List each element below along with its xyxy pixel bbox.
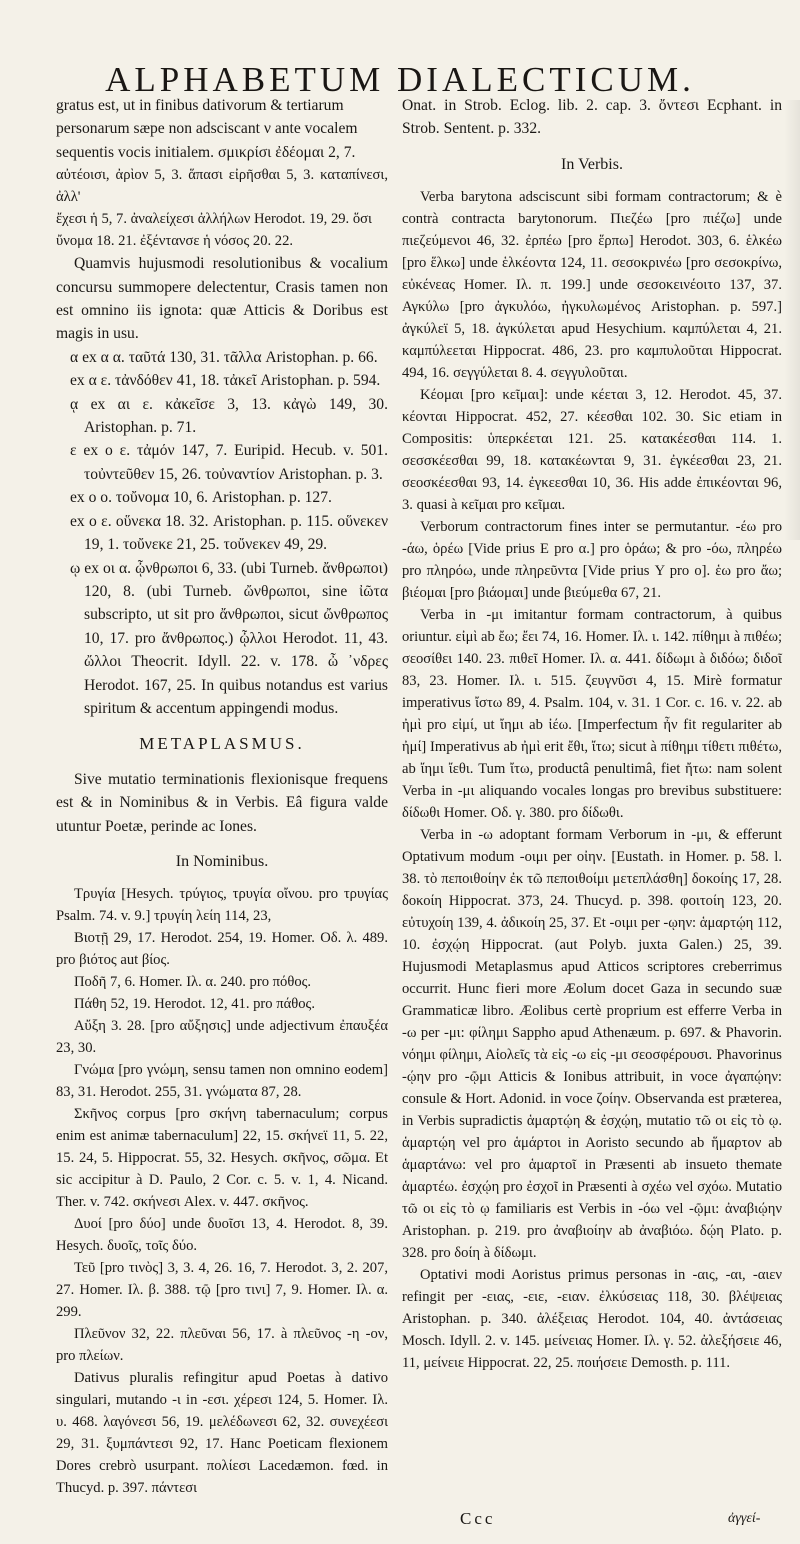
section-heading: METAPLASMUS. [139,734,305,754]
lexicon-entry: Σκῆνος corpus [pro σκήνη tabernaculum; corpus enim est animæ tabernaculum] 22, 15. σκήνεϊ 11, 5. 22, 15. 24, 5. Hippocrat. 55, 32. Hesych. σκῆνος, σῶμα. Et sic accipitur à D. Paulo, 2 Cor. c. 5. v. 1, 4. Nicand. Ther. v. 742. σκήνεσι Alex. v. 447. σκῆνος. [56,1106,388,1211]
lexicon-entry: Δυοί [pro δύο] unde δυοῖσι 13, 4. Herodot. 8, 39. Hesych. δυοῖς, τοῖς δύο. [56,1216,388,1255]
paragraph: Quamvis hujusmodi resolutionibus & vocalium concursu summopere delectentur, Crasis tamen non est omnino iis ignota: quæ Atticis & Doribus est magis in usu. [56,255,388,343]
crasis-entry: ᾳ ex αι ε. κἀκεῖσε 3, 13. κἀγὼ 149, 30. Aristophan. p. 71. [70,395,388,437]
text-line: personarum sæpe non adsciscant ν ante vocalem [56,120,358,138]
page-title: ALPHABETUM DIALECTICUM. [105,60,695,99]
crasis-entry: ex α ε. τἀνδόθεν 41, 18. τἀκεῖ Aristophan. p. 594. [70,372,381,390]
paragraph: Verborum contractorum fines inter se permutantur. -έω pro -άω, ὁρέω [Vide prius E pro α.] pro ὁράω; & pro -όω, πληρέω pro πληρόω, unde πληρεῦντα [Vide prius Υ pro ο]. ἑω pro ἄω; βιέομαι [pro βιάομαι] unde βιεύμεθα 67, 21. [402,519,782,602]
paragraph: Dativus pluralis refingitur apud Poetas à dativo singulari, mutando -ι in -εσι. χέρεσι 124, 5. Homer. Ιλ. υ. 468. λαγόνεσι 56, 19. μελέδωνεσι 62, 32. συνεχέεσι 29, 31. ξυμπάντεσι 92, 17. Hanc Poeticam flexionem Dores crebrò usurpant. πολίεσι Lacedæmon. fœd. in Thucyd. p. 397. πάντεσι [56,1370,388,1497]
paragraph: Sive mutatio terminationis flexionisque frequens est & in Nominibus & in Verbis. Eâ figura valde utuntur Poetæ, perinde ac Iones. [56,770,388,835]
paragraph: Verba in -μι imitantur formam contractorum, à quibus oriuntur. εἰμὶ ab ἔω; ἔει 74, 16. Homer. Ιλ. ι. 142. πίθημι à πιθέω; σεοσίθει 140. 23. πιθεῖ Homer. Ιλ. α. 441. δίδωμι à διδόω; διδοῖ 83, 23. Homer. Ιλ. ι. 515. ζευγνῦσι 4, 15. Mirè formatur imperativus ἴστω 89, 4. Psalm. 104, v. 31. 1 Cor. c. 16. v. 22. ab ἠμὶ pro εἰμί, ut ἴημι ab ἰέω. [Imperfectum ἦν fit regulariter ab ἠμί] Imperativus ab ἠμὶ erit ἔθι, ἴτω; sicut à πίθημι τίθετι πιθέτω, ab ἴημι ἴεθι. Tum ἴτω, productâ penultimâ, fiet ἤτω: nam solent Verba in -μι aliquando vocales longas pro brevibus substituere: δίδωθι Homer. Οδ. γ. 380. pro δίδωθι. [402,607,782,822]
catchword: ἀγγεί- [728,1511,761,1526]
paragraph: Optativi modi Aoristus primus personas in -αις, -αι, -αιεν refingit per -ειας, -ειε, -ειαν. ἐλκύσειας 118, 30. βλέψειας Aristophan. p. 340. ἀλέξειας Herodot. 104, 40. ἀντάσειας Mosch. Idyll. 2. v. 145. μείνειας Homer. Ιλ. γ. 52. ἀλεξήσειε 46, 11, μείνειε Hippocrat. 22, 25. ποιήσειε Demosth. p. 111. [402,1267,782,1372]
text-line: ἔχεσι ἡ 5, 7. ἀναλείχεσι ἀλλήλων Herodot. 19, 29. ὅσι [56,211,372,228]
subsection-heading: In Verbis. [561,155,623,173]
crasis-entry: ex ο ο. τοὔνομα 10, 6. Aristophan. p. 127. [70,489,332,507]
lexicon-entry: Τεῦ [pro τινὸς] 3, 3. 4, 26. 16, 7. Herodot. 3, 2. 207, 27. Homer. Ιλ. β. 388. τῷ [pro τινι] 7, 9. Homer. Ιλ. α. 299. [56,1260,388,1321]
crasis-entry: ex ο ε. οὕνεκα 18. 32. Aristophan. p. 115. οὕνεκεν 19, 1. τοὔνεκε 21, 25. τοὔνεκεν 49, 29. [70,512,388,554]
text-line: ὔνομα 18. 21. ἐξέντανσε ἡ νόσος 20. 22. [56,233,294,250]
crasis-entry: α ex α α. ταῦτά 130, 31. τᾶλλα Aristophan. p. 66. [70,348,378,366]
crasis-entry: ῳ ex οι α. ᾦνθρωποι 6, 33. (ubi Turneb. ἄνθρωποι) 120, 8. (ubi Turneb. ὤνθρωποι, sine ἰῶτα subscripto, ut sit pro ἄνθρωποι, sicut ὤνθρωπος 10, 17. pro ἄνθρωπος.) ᾦλλοι Herodot. 11, 43. ὤλλοι Theocrit. Idyll. 22. v. 178. ὦ ᾽νδρες Herodot. 167, 25. In quibus notandus est varius spiritum & accentum appingendi modus. [70,559,388,717]
text-line: sequentis vocis initialem. σμικρίσι ἐδέομαι 2, 7. [56,143,356,161]
lexicon-entry: Ποδῆ 7, 6. Homer. Ιλ. α. 240. pro πόθος. [74,974,312,991]
lexicon-entry: Τρυγία [Hesych. τρύγιος, τρυγία οἴνου. pro τρυγίας Psalm. 74. v. 9.] τρυγίη λείη 114, 23, [56,886,388,925]
lexicon-entry: Πάθη 52, 19. Herodot. 12, 41. pro πάθος. [74,996,315,1013]
paragraph: Verba in -ω adoptant formam Verborum in -μι, & efferunt Optativum modum -οιμι per οἰην. [Eustath. in Homer. p. 58. l. 38. τὸ πεποιθοίην ἐκ τῶ πεποιθοίμι μετεπλάσθη] δοκοίης 17, 28. δοκοίη Hippocrat. 373, 24. Thucyd. p. 398. φοιτοίη 123, 20. εὐτυχοίη 139, 4. ἀδικοίη 25, 37. Et -οιμι per -ῳην: ἁμαρτῴη 112, 10. ἐσχῴη Hippocrat. (aut Polyb. juxta Galen.) 25, 39. Hujusmodi Metaplasmus apud Atticos scriptores creberrimus occurrit. Hunc fieri more Æolum docet Gaza in secundo suæ Grammaticæ libro. Æolibus certè proprium est efferre Verba in -ω per -μι: φίλημι Sappho apud Athenæum. p. 697. & Phavorin. νόημι φίλημι, Αἰολεῖς τὰ εἰς -ω εἰς -μι σεοσφέρουσι. Phavorinus -ῴην pro -ῷμι Atticis & Ionibus attribuit, in voce ἀγαπῴην: consule & Hort. Adonid. in voce ζοίην. Observanda est præterea, in Verbis supradictis ἁμαρτῴη & ἐσχῴη, mutatio τῶ οι εἰς τὸ ῳ. ἁμαρτῴη vel pro ἁμάρτοι in Aoristo secundo ab ἥμαρτον ab ἁμαρτάνω: vel pro ἁμαρτοῖ in Præsenti ab insueto themate ἁμαρτέω. ἐσχῴη pro ἐσχοῖ in Præsenti à σχέω vel σχόω. Mutatio τῶ οι εἰς τὸ ῳ familiaris est Verbis in -όω vel -ῷμι: ἀναβιῴην Aristophan. p. 219. pro ἀναβιοίην ab ἀναβιόω. δῴη Plato. p. 328. pro δοίη à δίδωμι. [402,827,782,1262]
lexicon-entry: Βιοτῇ 29, 17. Herodot. 254, 19. Homer. Οδ. λ. 489. pro βιότος aut βίος. [56,930,388,969]
paragraph: Verba barytona adsciscunt sibi formam contractorum; & è contrà contracta barytonorum. Πιεζέω [pro πιέζω] unde πιεζεύμενοι 46, 32. ἐρπέω [pro ἕρπω] Herodot. 303, 6. ἑλκέω [pro ἕλκω] unde ἑλκέοντα 124, 11. σεσοκρινέω [pro σεσοκρίνω, εὐκένεας Homer. Ιλ. π. 199.] unde σεσοκεινέοιτο 137, 37. Αγκύλω [pro ἀγκυλόω, ἠγκυλωμένος Aristophan. p. 597.] ἀγκύλεϊ 5, 18. ἀγκύλεται apud Hesychium. καμπύλεται 4, 21. καμπύλεεται Hippocrat. 486, 23. pro καμπυλοῦται Hippocrat. 494, 16. σεγγύλεται 8. 4. σεγγυλοῦται. [402,189,782,382]
paragraph: Κέομαι [pro κεῖμαι]: unde κέεται 3, 12. Herodot. 45, 37. κέονται Hippocrat. 452, 27. κέεσθαι 102. 30. Sic etiam in Compositis: ὑπερκέεται 121. 25. κατακέεσθαι 114. 1. σεσσκέεσθαι 99, 18. κατακέωνται 9, 31. ἐγκέεσθαι 23, 21. σεοσκέεσθαι 93, 14. ἐγκεεσθαι 10, 36. His adde ἐπικέονται 96, 3. quasi à κεῖμαι pro κεῖμαι. [402,387,782,514]
page-shadow [784,100,800,540]
subsection-heading: In Nominibus. [175,852,269,870]
text-line: αὐτέοισι, ἀρὶον 5, 3. ἅπασι εἰρῆσθαι 5, 3. καταπίνεσι, ἀλλ' [56,167,388,206]
lexicon-entry: Γνώμα [pro γνώμη, sensu tamen non omnino eodem] 83, 31. Herodot. 255, 31. γνώματα 87, 28. [56,1062,388,1101]
lexicon-entry: Πλεῦνον 32, 22. πλεῦναι 56, 17. à πλεῦνος -η -ον, pro πλείων. [56,1326,388,1365]
left-column [56,94,388,1499]
paragraph: Onat. in Strob. Eclog. lib. 2. cap. 3. ὄντεσι Ecphant. in Strob. Sentent. p. 332. [402,97,782,138]
lexicon-entry: Αὔξη 3. 28. [pro αὔξησις] unde adjectivum ἐπαυξέα 23, 30. [56,1018,388,1057]
crasis-entry: ε ex ο ε. τἀμόν 147, 7. Euripid. Hecub. v. 501. τοὐντεῦθεν 15, 26. τοὐναντίον Aristophan. p. 3. [70,442,388,483]
text-line: gratus est, ut in finibus dativorum & tertiarum [56,97,344,114]
signature-mark: Ccc [460,1509,496,1528]
right-column [402,94,782,1374]
